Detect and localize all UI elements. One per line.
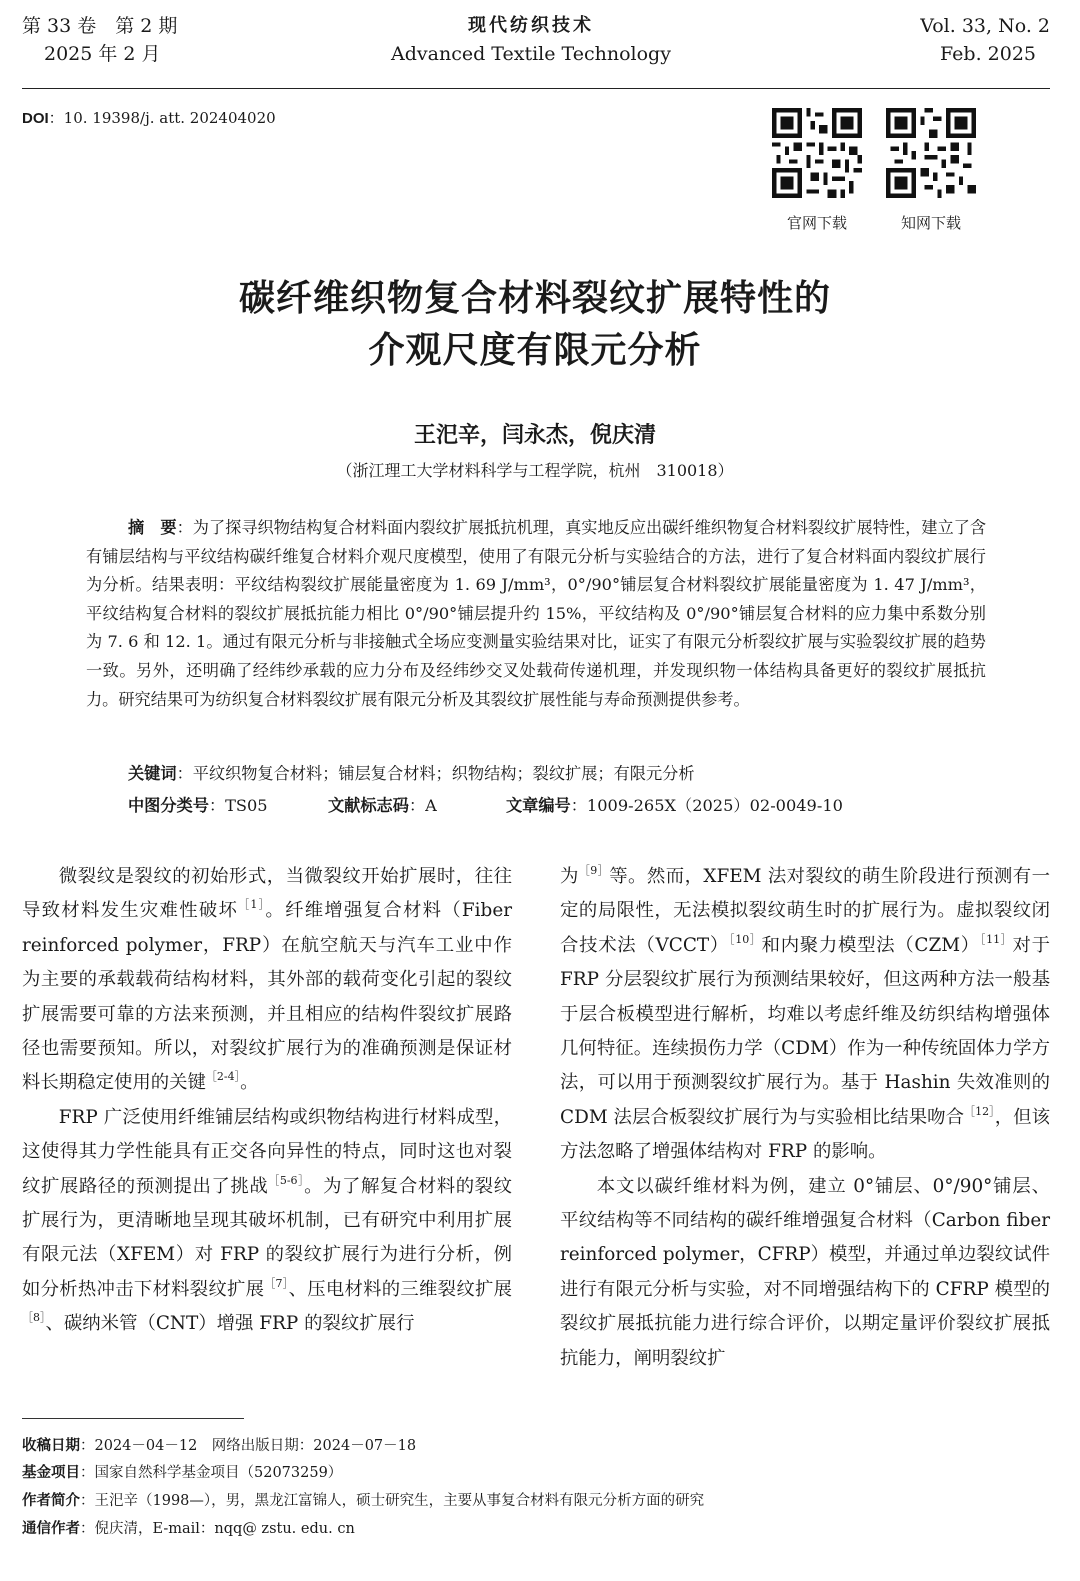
citation[interactable]: ［5-6］ xyxy=(268,1173,305,1187)
doi xyxy=(22,107,276,128)
doc-code-label: 文献标志码 xyxy=(328,796,409,815)
citation[interactable]: ［12］ xyxy=(964,1104,995,1118)
body-text: 。纤维增强复合材料（Fiber reinforced polymer，FRP）在航空航天与汽车工业中作为主要的承载载荷结构材料，其外部的载荷变化引起的裂纹扩展需要可靠的方法来预测，并且相应的结构件裂纹扩展路径也需要预知。所以，对裂纹扩展行为的准确预测是保证材料长期稳定使用的关键 xyxy=(22,900,512,1094)
clc-value: ：TS05 xyxy=(208,796,268,815)
corresponding-value[interactable]: ：倪庆清，E-mail：nqq@ zstu. edu. cn xyxy=(80,1521,355,1537)
author-bio-label: 作者简介 xyxy=(22,1493,80,1509)
header-divider xyxy=(22,88,1050,89)
abstract-text: ：为了探寻织物结构复合材料面内裂纹扩展抵抗机理，真实地反应出碳纤维织物复合材料裂纹扩展特性，建立了含有铺层结构与平纹结构碳纤维复合材料介观尺度模型，使用了有限元分析与实验结合的方法，进行了复合材料面内裂纹扩展行为分析。结果表明：平纹结构裂纹扩展能量密度为 1. 69 J/mm³，0°/90°铺层复合材料裂纹扩展能量密度为 1. 47 J/mm³，平纹结构复合材料的裂纹扩展抵抗能力相比 0°/90°铺层提升约 15%，平纹结构及 0°/90°铺层复合材料的应力集中系数分别为 7. 6 和 12. 1。通过有限元分析与非接触式全场应变测量实验结果对比，证实了有限元分析裂纹扩展与实验裂纹扩展的趋势一致。另外，还明确了经纬纱承载的应力分布及经纬纱交叉处载荷传递机理，并发现织物一体结构具备更好的裂纹扩展抵抗力。研究结果可为纺织复合材料裂纹扩展有限元分析及其裂纹扩展性能与寿命预测提供参考。 xyxy=(86,518,987,709)
corresponding-label: 通信作者 xyxy=(22,1521,80,1537)
article-no-label: 文章编号 xyxy=(506,796,571,815)
journal-name-en: Advanced Textile Technology xyxy=(391,43,671,65)
date-en: Feb. 2025 xyxy=(940,43,1036,65)
received-label: 收稿日期 xyxy=(22,1438,80,1454)
body-text: 。为了解复合材料的裂纹扩展行为，更清晰地呈现其破坏机制，已有研究中利用扩展有限元法（XFEM）对 FRP 的裂纹扩展行为进行分析，例如分析热冲击下材料裂纹扩展 xyxy=(22,1175,512,1300)
qr-code-cnki[interactable] xyxy=(886,108,976,198)
classification xyxy=(128,792,988,816)
body-paragraph: 本文以碳纤维材料为例，建立 0°铺层、0°/90°铺层、平纹结构等不同结构的碳纤维增强复合材料（Carbon fiber reinforced polymer，CFRP）模型，并通过单边裂纹试件进行有限元分析与实验，对不同增强结构下的 CFRP 模型的裂纹扩展抵抗能力进行综合评价，以期定量评价裂纹扩展抵抗能力，阐明裂纹扩 xyxy=(560,1175,1050,1369)
journal-name-cn: 现代纺织技术 xyxy=(468,15,594,36)
body-paragraph xyxy=(560,860,1050,1170)
body-paragraph xyxy=(22,860,512,1101)
keywords-text: ：平纹织物复合材料；铺层复合材料；织物结构；裂纹扩展；有限元分析 xyxy=(176,764,695,783)
body-text: 为 xyxy=(560,866,579,887)
header-right xyxy=(920,12,1050,68)
doi-label: DOI xyxy=(22,110,49,127)
body-text: 、压电材料的三维裂纹扩展 xyxy=(288,1278,512,1300)
volume-issue-cn: 第 33 卷 第 2 期 xyxy=(22,15,178,37)
affiliation: （浙江理工大学材料科学与工程学院，杭州 310018） xyxy=(336,461,734,480)
authors: 王汜辛，闫永杰，倪庆清 xyxy=(413,423,656,448)
footnote-divider xyxy=(22,1418,244,1419)
citation[interactable]: ［11］ xyxy=(979,932,1013,946)
article-no-group xyxy=(506,792,843,816)
clc-label: 中图分类号 xyxy=(128,796,209,815)
doc-code-group xyxy=(328,792,506,816)
body-text: FRP 广泛使用纤维铺层结构或织物结构进行材料成型，这使得其力学性能具有正交各向异性的特点，同时这也对裂纹扩展路径的预测提出了挑战 xyxy=(22,1106,512,1197)
author-bio-value: ：王汜辛（1998—），男，黑龙江富锦人，硕士研究生，主要从事复合材料有限元分析方面的研究 xyxy=(80,1493,705,1509)
header-center xyxy=(0,12,1062,68)
body-paragraph xyxy=(22,1101,512,1342)
volume-issue-en: Vol. 33, No. 2 xyxy=(920,15,1050,37)
keywords-label: 关键词 xyxy=(128,764,177,783)
abstract-label: 摘 要 xyxy=(128,518,177,537)
body-column-right xyxy=(560,860,1050,1376)
body-column-left xyxy=(22,860,512,1342)
body-text: 微裂纹是裂纹的初始形式，当微裂纹开始扩展时，往往导致材料发生灾难性破坏 xyxy=(22,866,512,922)
citation[interactable]: ［1］ xyxy=(238,898,266,912)
doc-code-value: ：A xyxy=(408,796,437,815)
body-text: ，但该方法忽略了增强体结构对 FRP 的影响。 xyxy=(560,1106,1050,1163)
footnote-received xyxy=(22,1434,416,1455)
footnote-corresponding xyxy=(22,1517,355,1538)
body-text: 对于 FRP 分层裂纹扩展行为预测结果较好，但这两种方法一般基于层合板模型进行解析，均难以考虑纤维及纺织结构增强体几何特征。连续损伤力学（CDM）作为一种传统固体力学方法，可以用于预测裂纹扩展行为。基于 Hashin 失效准则的 CDM 法层合板裂纹扩展行为与实验相比结果吻合 xyxy=(560,934,1050,1128)
article-no-value: ：1009-265X（2025）02-0049-10 xyxy=(570,796,843,815)
citation[interactable]: ［2-4］ xyxy=(205,1070,241,1084)
fund-value: ：国家自然科学基金项目（52073259） xyxy=(80,1465,343,1481)
footnote-author xyxy=(22,1489,704,1510)
body-text: 、碳纳米管（CNT）增强 FRP 的裂纹扩展行 xyxy=(45,1313,415,1335)
footnote-fund xyxy=(22,1461,342,1482)
body-text: 等。然而，XFEM 法对裂纹的萌生阶段进行预测有一定的局限性，无法模拟裂纹萌生时的扩展行为。虚拟裂纹闭合技术法（VCCT） xyxy=(560,866,1050,956)
abstract xyxy=(86,514,986,714)
fund-label: 基金项目 xyxy=(22,1465,80,1481)
title-line-1: 碳纤维织物复合材料裂纹扩展特性的 xyxy=(238,277,831,319)
citation[interactable]: ［8］ xyxy=(22,1311,46,1325)
keywords xyxy=(128,760,695,784)
doi-value: ：10. 19398/j. att. 202404020 xyxy=(48,109,276,127)
clc-group xyxy=(128,792,328,816)
body-text: 和内聚力模型法（CZM） xyxy=(761,934,980,956)
qr-code-official[interactable] xyxy=(772,108,862,198)
title-line-2: 介观尺度有限元分析 xyxy=(368,329,702,371)
received-value: ：2024－04－12 网络出版日期：2024－07－18 xyxy=(80,1438,417,1454)
citation[interactable]: ［10］ xyxy=(728,932,762,946)
body-text: 。 xyxy=(240,1072,259,1094)
citation[interactable]: ［9］ xyxy=(578,864,610,877)
qr-label-official: 官网下载 xyxy=(786,214,847,232)
paper-title xyxy=(0,272,1070,376)
date-cn: 2025 年 2 月 xyxy=(44,43,161,65)
qr-label-cnki: 知网下载 xyxy=(900,214,961,232)
citation[interactable]: ［7］ xyxy=(264,1276,289,1290)
